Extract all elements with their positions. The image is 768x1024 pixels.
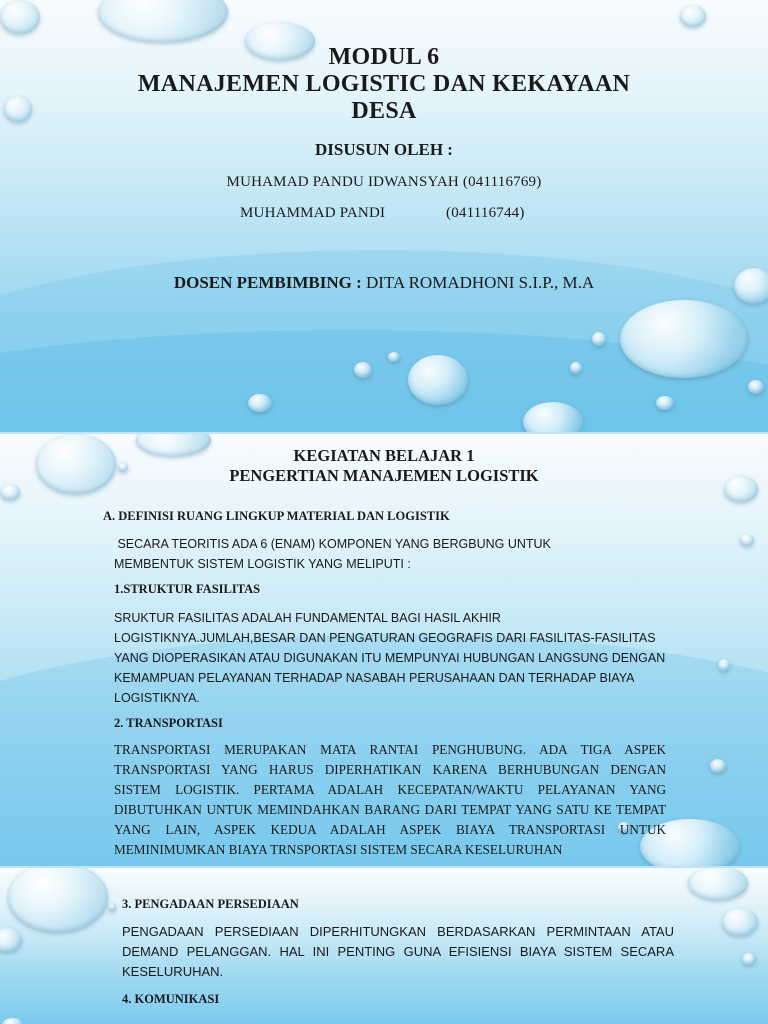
water-drop — [710, 759, 726, 773]
water-drop — [592, 332, 606, 346]
water-drop — [8, 868, 108, 932]
water-drop — [722, 908, 758, 936]
author-2-id: (041116744) — [446, 205, 525, 221]
water-drop — [388, 352, 400, 362]
module-title-line1: MANAJEMEN LOGISTIC DAN KEKAYAAN — [137, 71, 631, 97]
water-drop — [748, 380, 764, 394]
intro-line-2: MEMBENTUK SISTEM LOGISTIK YANG MELIPUTI : — [114, 557, 411, 571]
supervisor-label: DOSEN PEMBIMBING : — [173, 273, 362, 292]
water-drop — [0, 484, 20, 500]
author-2-name: MUHAMMAD PANDI — [240, 205, 386, 221]
section-title-1: KEGIATAN BELAJAR 1 — [293, 446, 475, 465]
water-drop — [248, 394, 272, 412]
section-a-heading: A. DEFINISI RUANG LINGKUP MATERIAL DAN LOGISTIK — [103, 509, 450, 523]
heading-komunikasi: 4. KOMUNIKASI — [122, 992, 220, 1006]
slide-pengadaan — [0, 868, 768, 1024]
compiled-by-label: DISUSUN OLEH : — [315, 140, 453, 159]
paragraph-pengadaan-persediaan: PENGADAAN PERSEDIAAN DIPERHITUNGKAN BERDASARKAN PERMINTAAN ATAU DEMAND PELANGGAN. HAL INI PENTING GUNA EFISIENSI BIAYA SISTEM SECARA KESELURUHAN. — [122, 924, 674, 979]
paragraph-struktur-fasilitas: SRUKTUR FASILITAS ADALAH FUNDAMENTAL BAGI HASIL AKHIR LOGISTIKNYA.JUMLAH,BESAR DAN PENGATURAN GEOGRAFIS DARI FASILITAS-FASILITAS YANG DIOPERASIKAN ATAU DIGUNAKAN ITU MEMPUNYAI HUBUNGAN LANGSUNG DENGAN KEMAMPUAN PELAYANAN TERHADAP NASABAH PERUSAHAAN DAN TERHADAP BIAYA LOGISTIKNYA. — [114, 611, 666, 705]
heading-transportasi: 2. TRANSPORTASI — [114, 716, 223, 730]
module-title-line2: DESA — [351, 98, 417, 124]
heading-pengadaan-persediaan: 3. PENGADAAN PERSEDIAAN — [122, 897, 299, 911]
intro-line-1: SECARA TEORITIS ADA 6 (ENAM) KOMPONEN YANG BERGBUNG UNTUK — [114, 537, 551, 551]
water-drop — [570, 362, 582, 374]
water-drop — [742, 953, 756, 965]
water-drop — [680, 5, 706, 27]
water-drop — [0, 928, 22, 952]
water-drop — [718, 659, 730, 671]
water-drop — [408, 355, 468, 405]
module-number: MODUL 6 — [328, 44, 440, 70]
water-drop — [354, 362, 372, 378]
water-drop — [523, 402, 583, 432]
water-drop — [98, 0, 228, 42]
supervisor-name: DITA ROMADHONI S.I.P., M.A — [366, 273, 595, 292]
water-drop — [2, 1018, 24, 1024]
water-drop — [620, 300, 748, 378]
supervisor-line — [0, 273, 768, 293]
paragraph-transportasi: TRANSPORTASI MERUPAKAN MATA RANTAI PENGHUBUNG. ADA TIGA ASPEK TRANSPORTASI YANG HARUS DIPERHATIKAN KARENA BERHUBUNGAN DENGAN SISTEM LOGISTIK. PERTAMA ADALAH KECEPATAN/WAKTU PELAYANAN YANG DIBUTUHKAN UNTUK MEMINDAHKAN BARANG DARI TEMPAT YANG SATU KE TEMPAT YANG LAIN, ASPEK KEDUA ADALAH ASPEK BIAYA TRANSPORTASI UNTUK MEMINIMUMKAN BIAYA TRNSPORTASI SISTEM SECARA KESELURUHAN — [114, 742, 666, 857]
heading-struktur-fasilitas: 1.STRUKTUR FASILITAS — [114, 582, 261, 596]
water-drop — [108, 903, 116, 911]
author-1: MUHAMAD PANDU IDWANSYAH (041116769) — [226, 174, 542, 190]
water-drop — [688, 868, 748, 900]
water-drop — [740, 534, 754, 546]
slide-kegiatan-belajar — [0, 434, 768, 866]
water-drop — [656, 396, 674, 410]
slide-title — [0, 0, 768, 432]
water-drop — [0, 0, 40, 34]
section-title-2: PENGERTIAN MANAJEMEN LOGISTIK — [229, 466, 539, 485]
